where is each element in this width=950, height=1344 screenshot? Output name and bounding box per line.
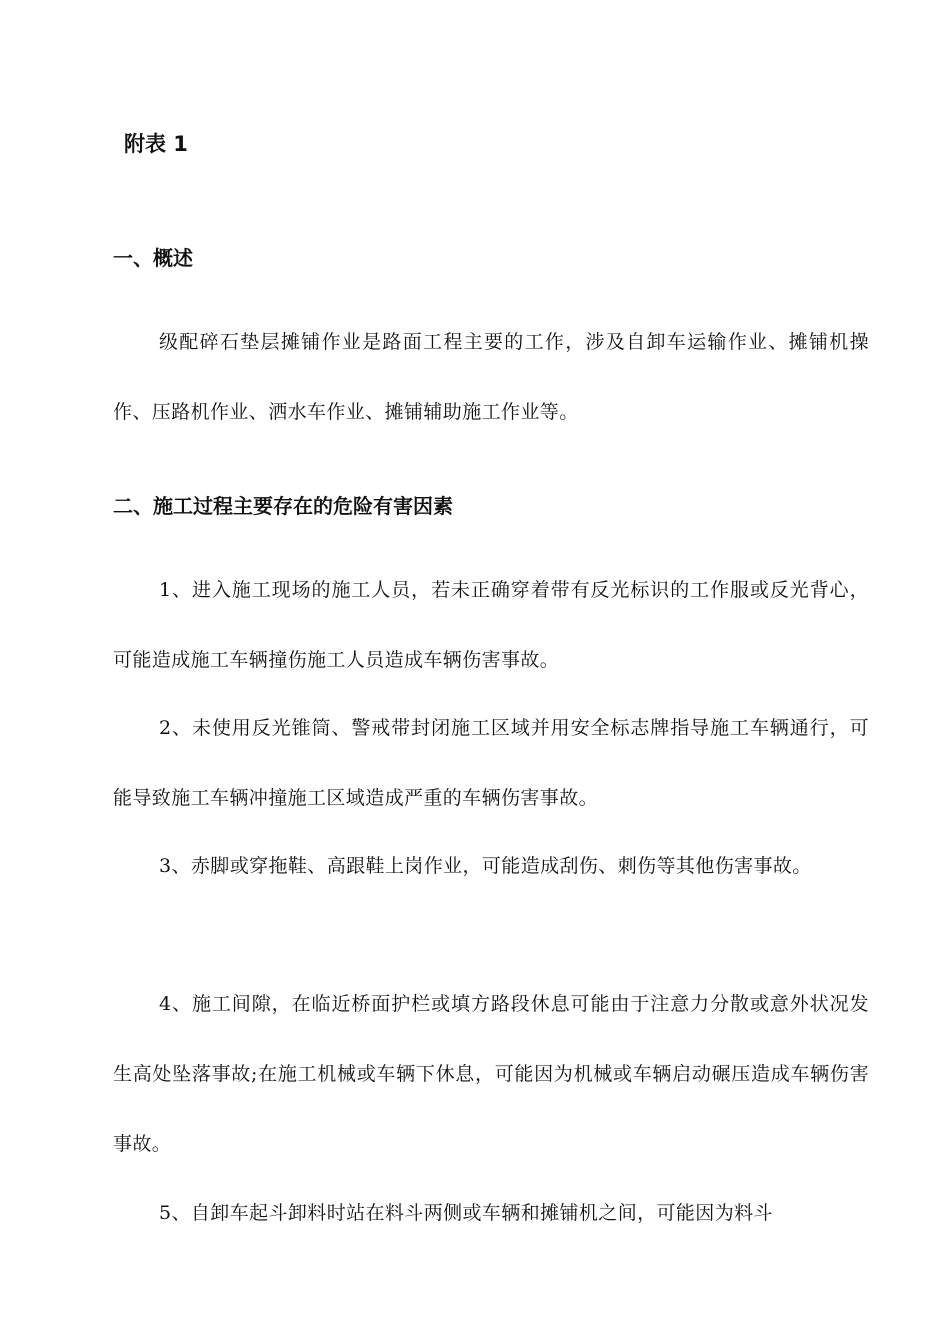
overview-paragraph: 级配碎石垫层摊铺作业是路面工程主要的工作，涉及自卸车运输作业、摊铺机操作、压路机作业、洒水车作业、摊铺辅助施工作业等。 (113, 331, 869, 423)
hazard-item-4: 4、施工间隙，在临近桥面护栏或填方路段休息可能由于注意力分散或意外状况发生高处坠落事故;在施工机械或车辆下休息，可能因为机械或车辆启动碾压造成车辆伤害事故。 (113, 993, 869, 1155)
hazard-item-3: 3、赤脚或穿拖鞋、高跟鞋上岗作业，可能造成刮伤、刺伤等其他伤害事故。 (159, 855, 812, 877)
appendix-label: 附表 1 (124, 132, 188, 156)
hazard-item-2: 2、未使用反光锥筒、警戒带封闭施工区域并用安全标志牌指导施工车辆通行，可能导致施工车辆冲撞施工区域造成严重的车辆伤害事故。 (113, 717, 869, 809)
hazard-item-5: 5、自卸车起斗卸料时站在料斗两侧或车辆和摊铺机之间，可能因为料斗 (159, 1202, 773, 1224)
section-heading-overview: 一、概述 (113, 246, 193, 270)
hazard-item-1: 1、进入施工现场的施工人员，若未正确穿着带有反光标识的工作服或反光背心， 可能造成施工车辆撞伤施工人员造成车辆伤害事故。 (113, 579, 869, 671)
section-heading-hazards: 二、施工过程主要存在的危险有害因素 (113, 494, 453, 518)
